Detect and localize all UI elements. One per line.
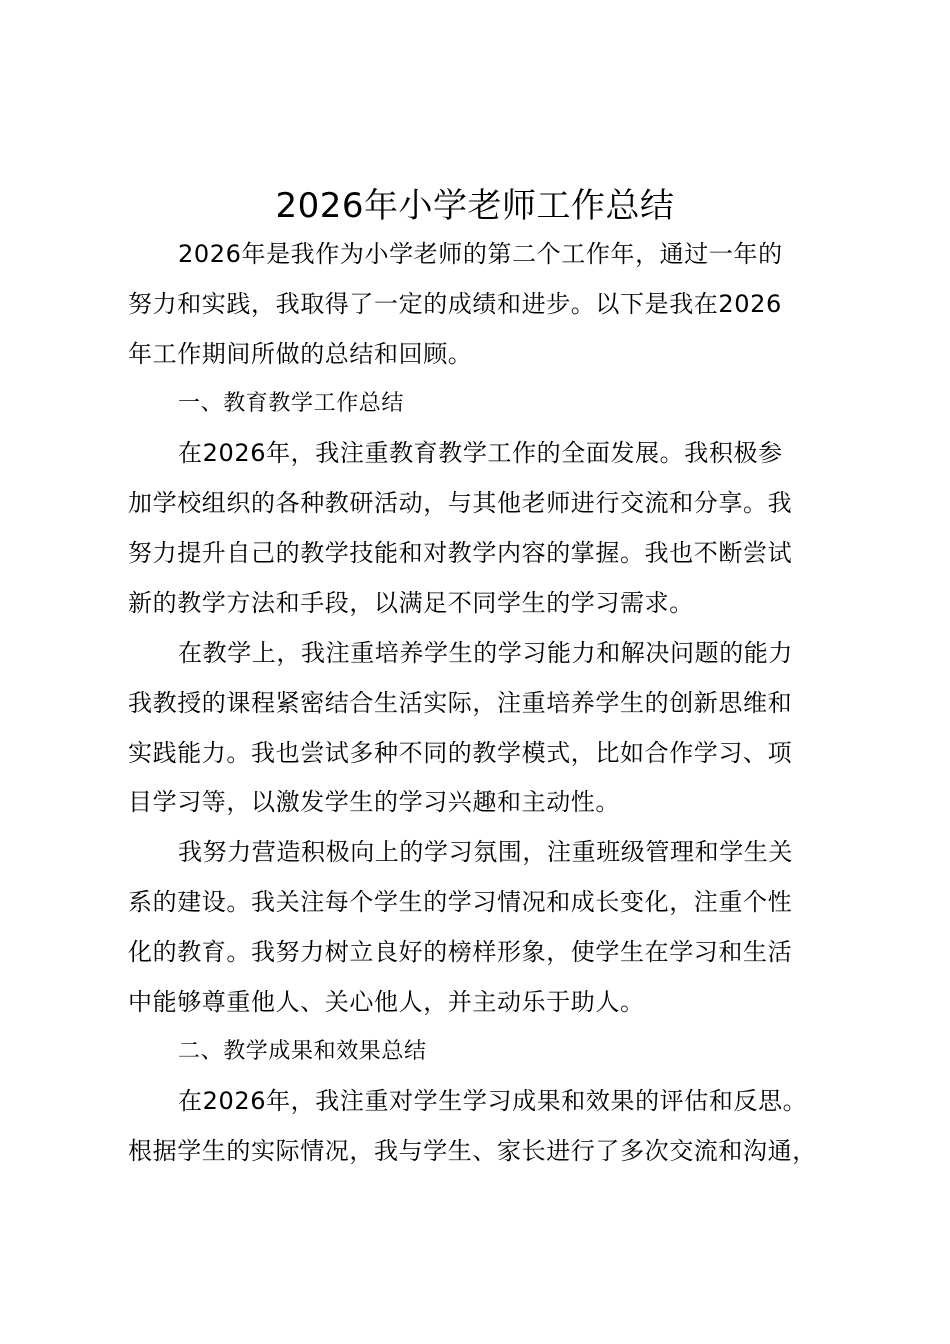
section-heading: 一、教育教学工作总结	[178, 391, 405, 416]
paragraph-line: 系的建设。我关注每个学生的学习情况和成长变化，注重个性	[128, 888, 793, 916]
section-heading: 二、教学成果和效果总结	[178, 1039, 427, 1064]
paragraph-line: 在教学上，我注重培养学生的学习能力和解决问题的能力	[178, 639, 793, 667]
paragraph-line: 加学校组织的各种教研活动，与其他老师进行交流和分享。我	[128, 489, 793, 517]
document-title: 2026年小学老师工作总结	[275, 186, 675, 226]
paragraph-line: 年工作期间所做的总结和回顾。	[128, 340, 473, 368]
paragraph-line: 中能够尊重他人、关心他人，并主动乐于助人。	[128, 988, 645, 1016]
paragraph-line: 努力和实践，我取得了一定的成绩和进步。以下是我在2026	[128, 290, 782, 318]
paragraph-line: 在2026年，我注重对学生学习成果和效果的评估和反思。	[178, 1087, 808, 1115]
paragraph-line: 新的教学方法和手段，以满足不同学生的学习需求。	[128, 589, 694, 617]
paragraph-line: 根据学生的实际情况，我与学生、家长进行了多次交流和沟通，	[128, 1137, 817, 1165]
paragraph-line: 我教授的课程紧密结合生活实际，注重培养学生的创新思维和	[128, 689, 793, 717]
paragraph-line: 化的教育。我努力树立良好的榜样形象，使学生在学习和生活	[128, 938, 793, 966]
paragraph-line: 2026年是我作为小学老师的第二个工作年，通过一年的	[178, 240, 783, 268]
paragraph-line: 目学习等，以激发学生的学习兴趣和主动性。	[128, 788, 620, 816]
paragraph-line: 在2026年，我注重教育教学工作的全面发展。我积极参	[178, 439, 783, 467]
paragraph-line: 我努力营造积极向上的学习氛围，注重班级管理和学生关	[178, 838, 793, 866]
paragraph-line: 努力提升自己的教学技能和对教学内容的掌握。我也不断尝试	[128, 539, 793, 567]
paragraph-line: 实践能力。我也尝试多种不同的教学模式，比如合作学习、项	[128, 739, 793, 767]
